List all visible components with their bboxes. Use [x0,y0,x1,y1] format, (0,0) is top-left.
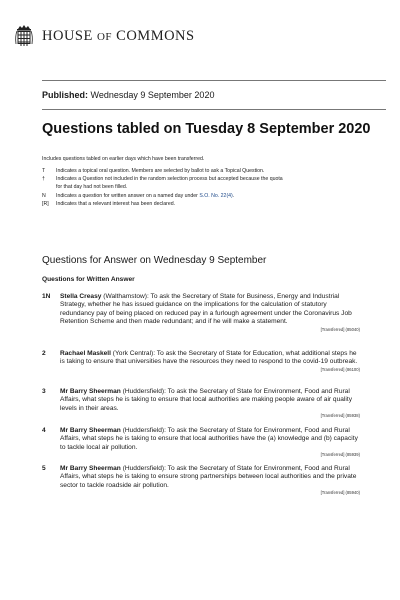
question-reference: [Transferred] (86100) [320,366,360,372]
question-body [60,465,360,496]
house-title-of: OF [96,30,113,43]
member-name: Stella Creasy [60,293,102,300]
question-body [60,293,360,333]
member-constituency: (York Central): [112,350,156,357]
question-item [42,293,360,333]
standing-order-link[interactable]: S.O. No. 22(4) [199,192,233,199]
legend-text: Indicates a Question not included in the random selection process but accepted because the quota for that day had not been filled. [56,176,283,191]
portcullis-logo-icon [14,24,34,48]
question-item [42,350,360,373]
legend-symbol: [R] [42,200,49,207]
member-name: Mr Barry Sheerman [60,465,121,472]
question-text: To ask the Secretary of State for Environment, Food and Rural Affairs, what steps he is taking to ensure that local authorities have the (a) knowledge and (b) capacity to tackle local air pollution. [60,427,358,451]
legend-item [42,167,362,175]
member-name: Mr Barry Sheerman [60,427,121,434]
house-title-word: HOUSE [42,27,93,44]
legend-text: Indicates that a relevant interest has been declared. [56,200,176,207]
divider [42,80,386,81]
legend-symbol: N [42,192,46,199]
question-text: To ask the Secretary of State for Education, what additional steps he is taking to ensure that universities have the resources they need to respond to the covid-19 outbreak. [60,350,358,366]
question-item [42,388,360,419]
member-name: Rachael Maskell [60,350,111,357]
divider [42,109,386,110]
question-text: To ask the Secretary of State for Business, Energy and Industrial Strategy, whether he has issued guidance on the implications for the calculation of statutory redundancy pay of being placed on reduced pay in a furlough agreement under the Coronavirus Job Retention Scheme and then made redundant; and if he will make a statement. [60,293,352,326]
question-item [42,465,360,496]
question-body [60,427,360,458]
member-constituency: (Huddersfield): [122,427,166,434]
question-item [42,427,360,458]
question-number: 3 [42,388,46,395]
legend-item [42,200,362,208]
intro-text: Includes questions tabled on earlier days which have been transferred. [42,156,205,162]
legend-text-main: Indicates a question for written answer on a named day under [56,192,198,199]
legend-symbol: † [42,176,45,183]
legend-symbol: T [42,168,46,174]
question-text: To ask the Secretary of State for Environment, Food and Rural Affairs, what steps he is taking to ensure strong partnerships between local authorities and the private sector to tackle roadside air pollution. [60,465,357,489]
member-constituency: (Walthamstow): [103,293,149,300]
member-constituency: (Huddersfield): [122,388,166,395]
question-number: 4 [42,427,46,434]
question-reference: [Transferred] (85040) [320,326,360,332]
published-date: Wednesday 9 September 2020 [90,90,215,100]
question-body [60,350,360,373]
published-line [42,90,214,100]
legend-text: Indicates a topical oral question. Members are selected by ballot to ask a Topical Question. [56,168,265,174]
house-title [42,28,195,45]
legend-text-after: . [232,192,235,199]
question-number: 1N [42,293,51,300]
question-reference: [Transferred] (85939) [320,452,360,458]
question-reference: [Transferred] (85940) [320,490,360,496]
section-title: Questions for Answer on Wednesday 9 September [42,255,267,266]
legend-item [42,175,362,191]
sub-title: Questions for Written Answer [42,276,135,283]
legend-text [56,192,362,200]
header [14,24,195,48]
member-name: Mr Barry Sheerman [60,388,121,395]
page-title: Questions tabled on Tuesday 8 September 2020 [42,121,371,137]
question-number: 2 [42,350,46,357]
question-text: To ask the Secretary of State for Environment, Food and Rural Affairs, what steps he is taking to ensure that local authorities are making people aware of air quality levels in their areas. [60,388,352,412]
published-label: Published: [42,90,89,100]
question-number: 5 [42,465,46,472]
question-body [60,388,360,419]
legend [42,167,362,208]
member-constituency: (Huddersfield): [122,465,166,472]
legend-item [42,192,362,200]
house-title-word: COMMONS [116,27,195,44]
question-reference: [Transferred] (85938) [320,413,360,419]
